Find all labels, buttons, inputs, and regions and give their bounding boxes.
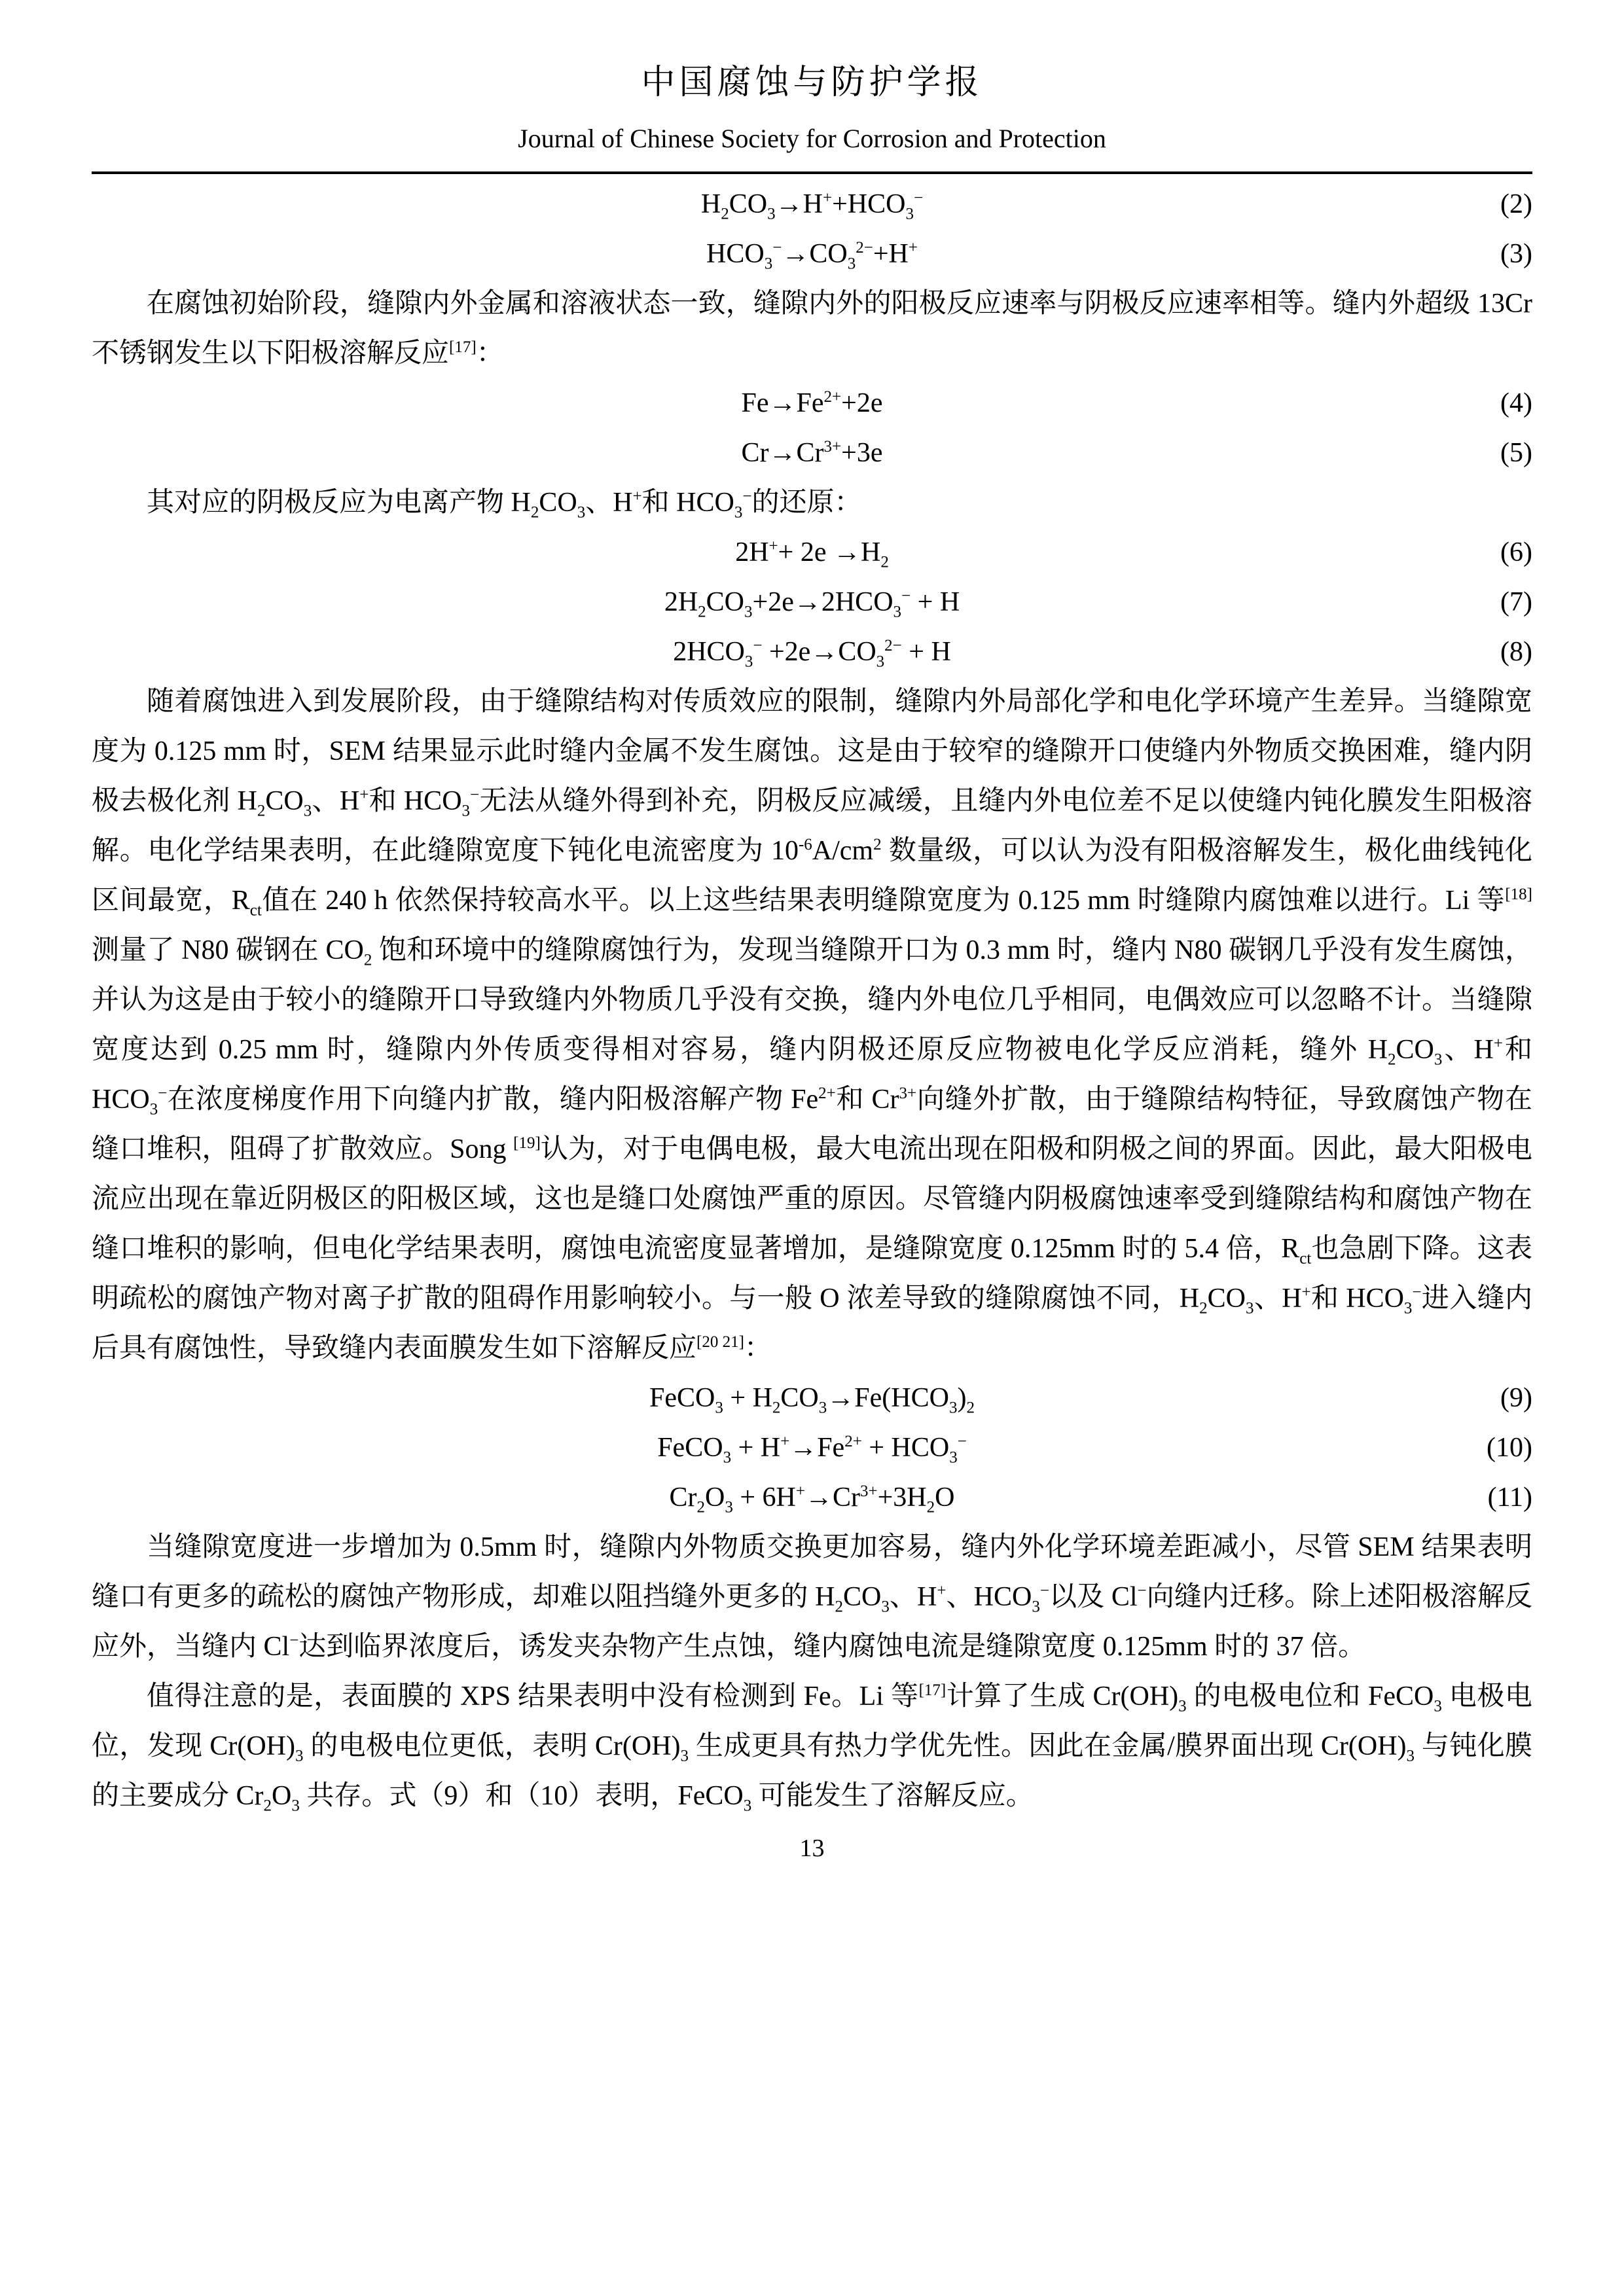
subscript: 3 [1403,1299,1413,1318]
equation-formula: $Cr_2O_3 + 6H^+\to Cr^{3+}+3H_2O$ [669,1482,955,1516]
subscript: 2 [363,951,372,969]
subscript: 3 [149,1100,158,1119]
subscript: 2 [721,205,729,223]
superscript: + [632,488,642,506]
equation-number: (5) [1500,438,1532,469]
journal-title-chinese: 中国腐蚀与防护学报 [641,64,983,101]
superscript: + [795,1482,805,1501]
subscript: 3 [744,603,753,621]
subscript: 2 [1388,1050,1396,1069]
subscript: 3 [734,503,743,522]
subscript: 3 [1434,1050,1443,1069]
subscript: 3 [767,205,776,223]
equation-4 [92,378,1532,428]
subscript: 3 [743,1797,752,1815]
superscript: + [768,537,778,556]
equation-formula: FeCO$_3$ + $H_2CO_3\to Fe(HCO_3)_2$ [649,1383,975,1417]
subscript: 3 [1178,1697,1187,1715]
superscript: − [772,239,782,257]
equation-formula: $2HCO_3^- +2e\to CO_3^{2-} + H$ [673,637,951,671]
equation-formula: $2H_2CO_3+2e\to 2HCO_3^- + H$ [664,587,960,621]
superscript: [17] [918,1681,947,1700]
subscript: 2 [880,553,889,571]
subscript: 2 [257,802,266,820]
superscript: − [753,637,763,655]
paragraph: 其对应的阴极反应为电离产物 $H_2CO_3$、H+和 $HCO_3^-$的还原： [147,488,862,522]
subscript: 3 [764,255,773,273]
article-body [92,179,1532,1821]
equation-5 [92,428,1532,478]
subscript: 2 [966,1399,975,1417]
equation-11 [92,1473,1532,1522]
equation-10 [92,1423,1532,1473]
equation-7 [92,577,1532,627]
superscript: − [1412,1283,1422,1302]
subscript: 2 [696,1498,706,1516]
subscript: 3 [1245,1299,1254,1318]
paragraph: 在腐蚀初始阶段，缝隙内外金属和溶液状态一致，缝隙内外的阳极反应速率与阴极反应速率相等。缝内外超级 13Cr 不锈钢发生以下阳极溶解反应[17]： [92,289,1532,369]
subscript: 3 [1406,1747,1415,1765]
equation-3 [92,229,1532,279]
superscript: + [908,239,918,257]
equation-9 [92,1373,1532,1423]
subscript: 2 [926,1498,935,1516]
subscript: 2 [263,1797,272,1815]
subscript: 3 [295,1747,304,1765]
equation-6 [92,528,1532,577]
superscript: 3+ [860,1482,878,1501]
equation-8 [92,627,1532,677]
superscript: + [780,1433,790,1451]
superscript: 2 [873,836,882,854]
equation-number: (11) [1487,1482,1532,1513]
superscript: [19] [513,1134,541,1153]
page-footer [92,1834,1532,1863]
header-divider [92,171,1532,174]
subscript: 3 [577,503,586,522]
superscript: − [1039,1582,1049,1600]
subscript: 2 [698,603,706,621]
subscript: ct [1299,1249,1312,1268]
subscript: 2 [530,503,539,522]
equation-formula: $H_2CO_3\to H^++HCO_3^-$ [700,189,924,223]
equation-formula: $2H^++ 2e \to H_2$ [735,537,889,571]
superscript: 2+ [818,1085,836,1103]
equation-formula: $Cr\to Cr^{3+}+3e$ [741,438,883,469]
superscript: 2+ [844,1433,862,1451]
superscript: -6 [798,836,812,854]
subscript: 3 [715,1399,723,1417]
subscript: 3 [948,1399,958,1417]
subscript: 3 [680,1747,689,1765]
subscript: 3 [723,1448,732,1467]
equation-formula: $Fe\to Fe^{2+}+2e$ [741,388,883,419]
superscript: − [901,587,911,605]
subscript: 3 [818,1399,827,1417]
journal-header [92,63,1532,174]
superscript: − [1137,1582,1147,1600]
subscript: 3 [893,603,902,621]
equation-formula: $HCO_3^-\to CO_3^{2-}+H^+$ [706,239,918,273]
subscript: 2 [1199,1299,1208,1318]
paragraph: 当缝隙宽度进一步增加为 0.5mm 时，缝隙内外物质交换更加容易，缝内外化学环境差距减小，尽管 SEM 结果表明缝口有更多的疏松的腐蚀产物形成，却难以阻挡缝外更多的 $H_2CO_3$、H+、$HCO_3^-$以及 Cl−向缝内迁移。除上述阳极溶解反应外，当缝内 Cl−达到临界浓度后，诱发夹杂物产生点蚀，缝内腐蚀电流是缝隙宽度 0.125mm 时的 37 倍。 [92,1532,1532,1662]
superscript: 2− [856,239,873,257]
subscript: 3 [905,205,914,223]
equation-number: (9) [1500,1383,1532,1414]
superscript: − [913,189,924,207]
subscript: ct [249,901,262,920]
subscript: 2 [835,1598,843,1616]
superscript: 3+ [899,1085,917,1103]
superscript: [18] [1505,886,1532,904]
superscript: + [937,1582,947,1600]
subscript: 3 [847,255,856,273]
equation-number: (3) [1500,239,1532,270]
superscript: − [742,488,752,506]
subscript: 3 [461,802,471,820]
subscript: 3 [1032,1598,1040,1616]
subscript: 3 [291,1797,300,1815]
subscript: 3 [303,802,312,820]
subscript: 3 [881,1598,890,1616]
superscript: 3+ [823,438,842,456]
superscript: − [957,1433,967,1451]
superscript: 2+ [823,388,842,406]
subscript: 3 [1434,1697,1442,1715]
subscript: 3 [725,1498,733,1516]
equation-formula: FeCO$_3$ + $H^+\to Fe^{2+} + HCO_3^-$ [657,1433,967,1467]
equation-number: (7) [1500,587,1532,618]
equation-number: (4) [1500,388,1532,419]
subscript: 3 [949,1448,958,1467]
paragraph: 随着腐蚀进入到发展阶段，由于缝隙结构对传质效应的限制，缝隙内外局部化学和电化学环境产生差异。当缝隙宽度为 0.125 mm 时，SEM 结果显示此时缝内金属不发生腐蚀。这是由于较窄的缝隙开口使缝内外物质交换困难，缝内阴极去极化剂 $H_2CO_3$、H+和 $HCO_3^-$无法从缝外得到补充，阴极反应减缓，且缝内外电位差不足以使缝内钝化膜发生阳极溶解。电化学结果表明，在此缝隙宽度下钝化电流密度为 $10^{-6}A/cm^2$ 数量级，可以认为没有阳极溶解发生，极化曲线钝化区间最宽，$R_{ct}$值在 240 h 依然保持较高水平。以上这些结果表明缝隙宽度为 0.125 mm 时缝隙内腐蚀难以进行。Li 等[18]测量了 N80 碳钢在 $CO_2$ 饱和环境中的缝隙腐蚀行为，发现当缝隙开口为 0.3 mm 时，缝内 N80 碳钢几乎没有发生腐蚀，并认为这是由于较小的缝隙开口导致缝内外物质几乎没有交换，缝内外电位几乎相同，电偶效应可以忽略不计。当缝隙宽度达到 0.25 mm 时，缝隙内外传质变得相对容易，缝内阴极还原反应物被电化学反应消耗，缝外 $H_2CO_3$、H+和 $HCO_3^-$在浓度梯度作用下向缝内扩散，缝内阳极溶解产物 $Fe^{2+}$和 $Cr^{3+}$向缝外扩散，由于缝隙结构特征，导致腐蚀产物在缝口堆积，阻碍了扩散效应。Song [19]认为，对于电偶电极，最大电流出现在阳极和阴极之间的界面。因此，最大阳极电流应出现在靠近阴极区的阳极区域，这也是缝口处腐蚀严重的原因。尽管缝内阴极腐蚀速率受到缝隙结构和腐蚀产物在缝口堆积的影响，但电化学结果表明，腐蚀电流密度显著增加，是缝隙宽度 0.125mm 时的 5.4 倍，$R_{ct}$也急剧下降。这表明疏松的腐蚀产物对离子扩散的阻碍作用影响较小。与一般 O 浓差导致的缝隙腐蚀不同，$H_2CO_3$、H+和 $HCO_3^-$进入缝内后具有腐蚀性，导致缝内表面膜发生如下溶解反应[20 21]： [92,687,1533,1364]
subscript: 3 [744,653,753,671]
superscript: [20 21] [696,1333,744,1352]
superscript: + [359,786,369,804]
equation-number: (8) [1500,637,1532,668]
subscript: 2 [772,1399,781,1417]
superscript: + [822,189,833,207]
equation-number: (2) [1500,189,1532,220]
superscript: − [289,1632,299,1650]
equation-number: (6) [1500,537,1532,568]
superscript: − [158,1085,168,1103]
superscript: + [1493,1035,1503,1053]
equation-2 [92,179,1532,229]
superscript: + [1301,1283,1311,1302]
subscript: 3 [876,653,885,671]
superscript: 2− [884,637,902,655]
page-number: 13 [799,1835,825,1863]
superscript: − [470,786,480,804]
journal-title-english: Journal of Chinese Society for Corrosion and Protection [518,124,1106,154]
paragraph: 值得注意的是，表面膜的 XPS 结果表明中没有检测到 Fe。Li 等[17]计算了生成 $Cr(OH)_3$ 的电极电位和 FeCO$_3$ 电极电位，发现 $Cr(OH)_3$ 的电极电位更低，表明 $Cr(OH)_3$ 生成更具有热力学优先性。因此在金属/膜界面出现 $Cr(OH)_3$ 与钝化膜的主要成分 $Cr_2O_3$ 共存。式（9）和（10）表明，FeCO$_3$ 可能发生了溶解反应。 [92,1681,1533,1815]
equation-number: (10) [1487,1433,1532,1463]
superscript: [17] [449,338,477,357]
